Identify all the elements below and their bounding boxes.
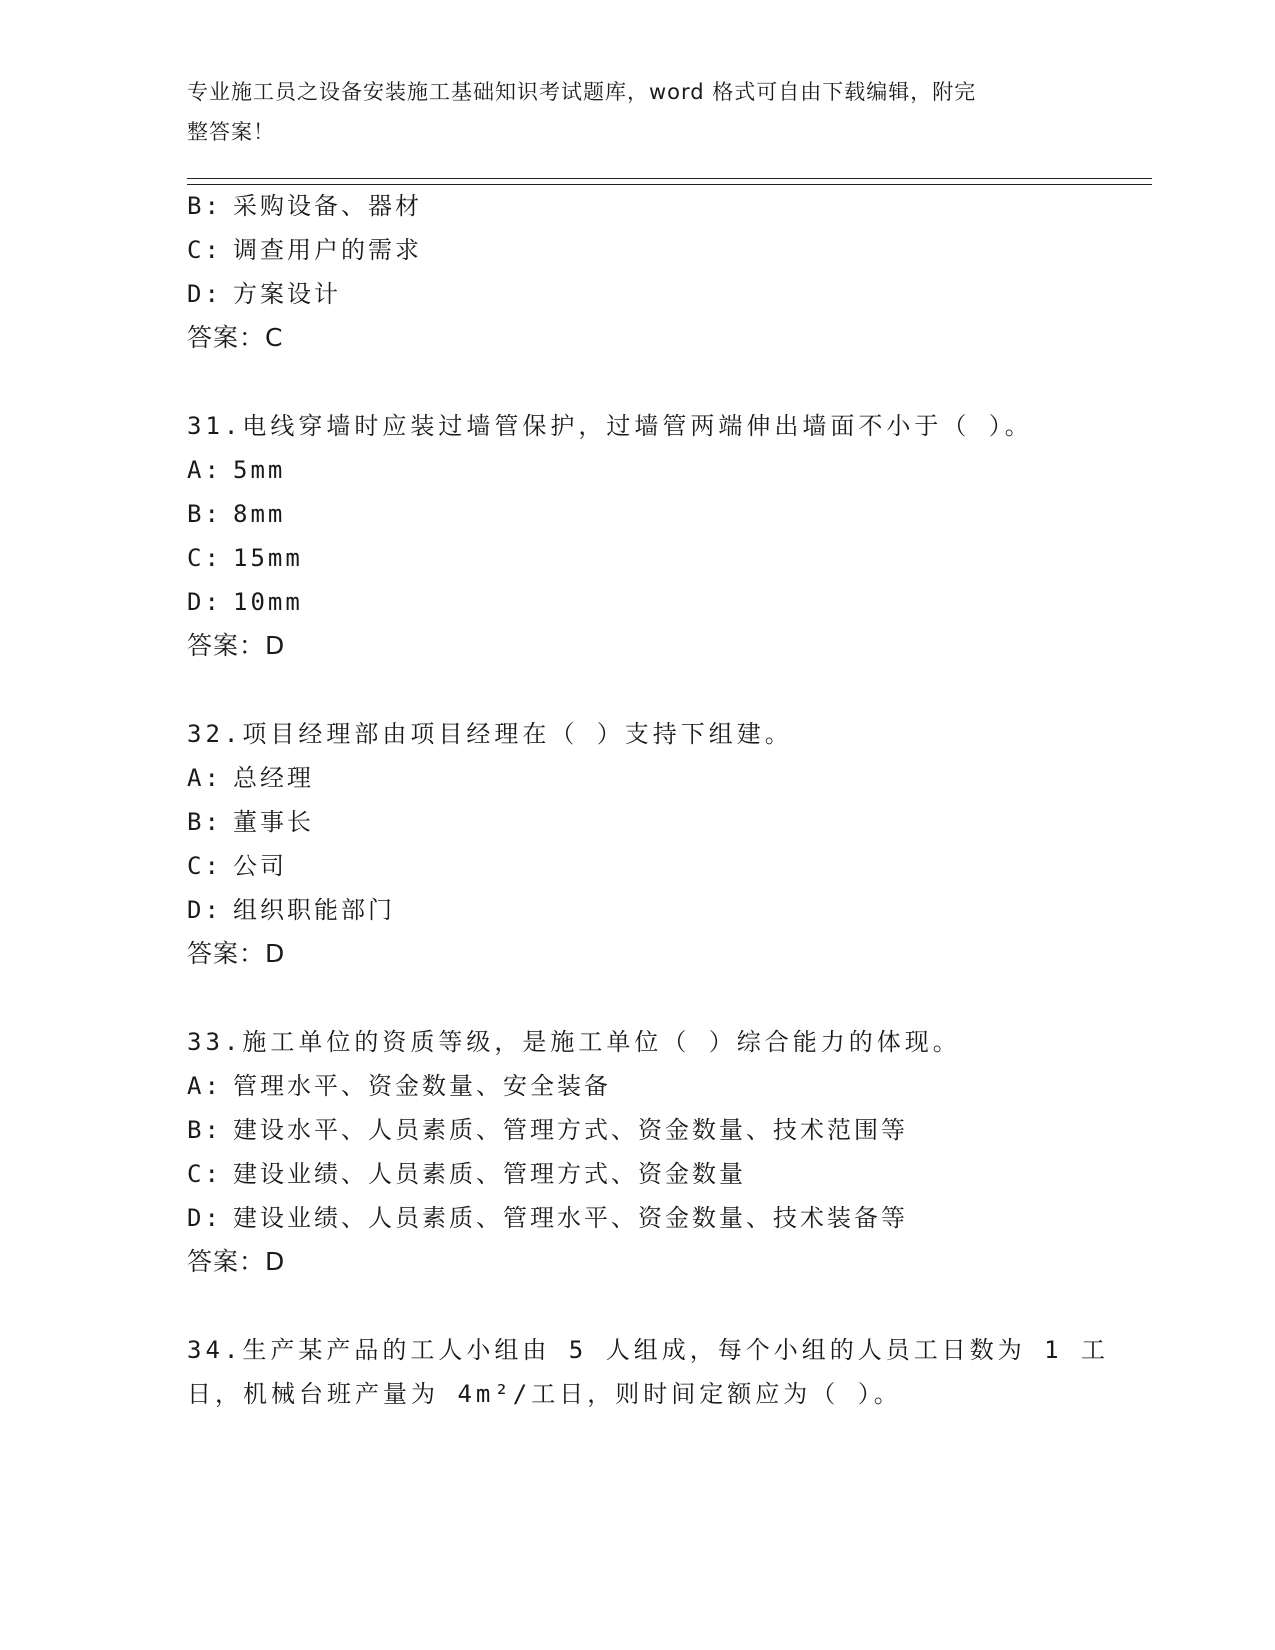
header-divider-bottom (187, 184, 1152, 185)
option-label: A: (187, 1072, 222, 1100)
option-text: 管理水平、资金数量、安全装备 (233, 1072, 611, 1100)
option-label: A: (187, 764, 222, 792)
document-header (187, 72, 1067, 152)
option-label: A: (187, 456, 222, 484)
option-label: B: (187, 808, 222, 836)
option-d (187, 1198, 1147, 1238)
option-label: D: (187, 588, 222, 616)
option-label: C: (187, 1160, 222, 1188)
option-label: D: (187, 896, 222, 924)
question-32-stem: 32.项目经理部由项目经理在（ ）支持下组建。 (187, 720, 793, 748)
answer-line: 答案：C (187, 323, 284, 352)
option-c (187, 1154, 1147, 1194)
header-line-1: 专业施工员之设备安装施工基础知识考试题库，word 格式可自由下载编辑，附完 (187, 80, 977, 104)
option-d (187, 274, 1147, 314)
option-b (187, 802, 1147, 842)
option-c (187, 846, 1147, 886)
option-text: 采购设备、器材 (233, 192, 422, 220)
option-label: B: (187, 1116, 222, 1144)
option-b (187, 494, 1147, 534)
question-33-stem: 33.施工单位的资质等级，是施工单位（ ）综合能力的体现。 (187, 1028, 961, 1056)
option-label: D: (187, 280, 222, 308)
header-line-2: 整答案！ (187, 120, 275, 144)
option-text: 总经理 (233, 764, 314, 792)
option-c (187, 230, 1147, 270)
option-text: 5mm (233, 456, 286, 484)
option-text: 董事长 (233, 808, 314, 836)
option-a (187, 758, 1147, 798)
option-text: 组织职能部门 (233, 896, 395, 924)
question-34-stem-line-1: 34.生产某产品的工人小组由 5 人组成，每个小组的人员工日数为 1 工 (187, 1336, 1110, 1364)
answer-line: 答案：D (187, 939, 286, 968)
header-divider-top (187, 178, 1152, 179)
option-text: 方案设计 (233, 280, 341, 308)
option-text: 15mm (233, 544, 303, 572)
option-label: C: (187, 852, 222, 880)
option-text: 公司 (233, 852, 287, 880)
option-label: B: (187, 500, 222, 528)
option-text: 建设业绩、人员素质、管理水平、资金数量、技术装备等 (233, 1204, 908, 1232)
option-a (187, 450, 1147, 490)
option-label: C: (187, 544, 222, 572)
option-text: 建设业绩、人员素质、管理方式、资金数量 (233, 1160, 746, 1188)
question-34-stem-line-2: 日，机械台班产量为 4m²/工日，则时间定额应为（ ）。 (187, 1380, 902, 1408)
option-d (187, 890, 1147, 930)
option-label: B: (187, 192, 222, 220)
option-c (187, 538, 1147, 578)
option-b (187, 186, 1147, 226)
option-text: 调查用户的需求 (233, 236, 422, 264)
option-text: 建设水平、人员素质、管理方式、资金数量、技术范围等 (233, 1116, 908, 1144)
option-label: C: (187, 236, 222, 264)
answer-line: 答案：D (187, 1247, 286, 1276)
option-a (187, 1066, 1147, 1106)
option-text: 8mm (233, 500, 286, 528)
question-31-stem: 31.电线穿墙时应装过墙管保护，过墙管两端伸出墙面不小于（ ）。 (187, 412, 1033, 440)
option-d (187, 582, 1147, 622)
option-b (187, 1110, 1147, 1150)
option-label: D: (187, 1204, 222, 1232)
option-text: 10mm (233, 588, 303, 616)
answer-line: 答案：D (187, 631, 286, 660)
